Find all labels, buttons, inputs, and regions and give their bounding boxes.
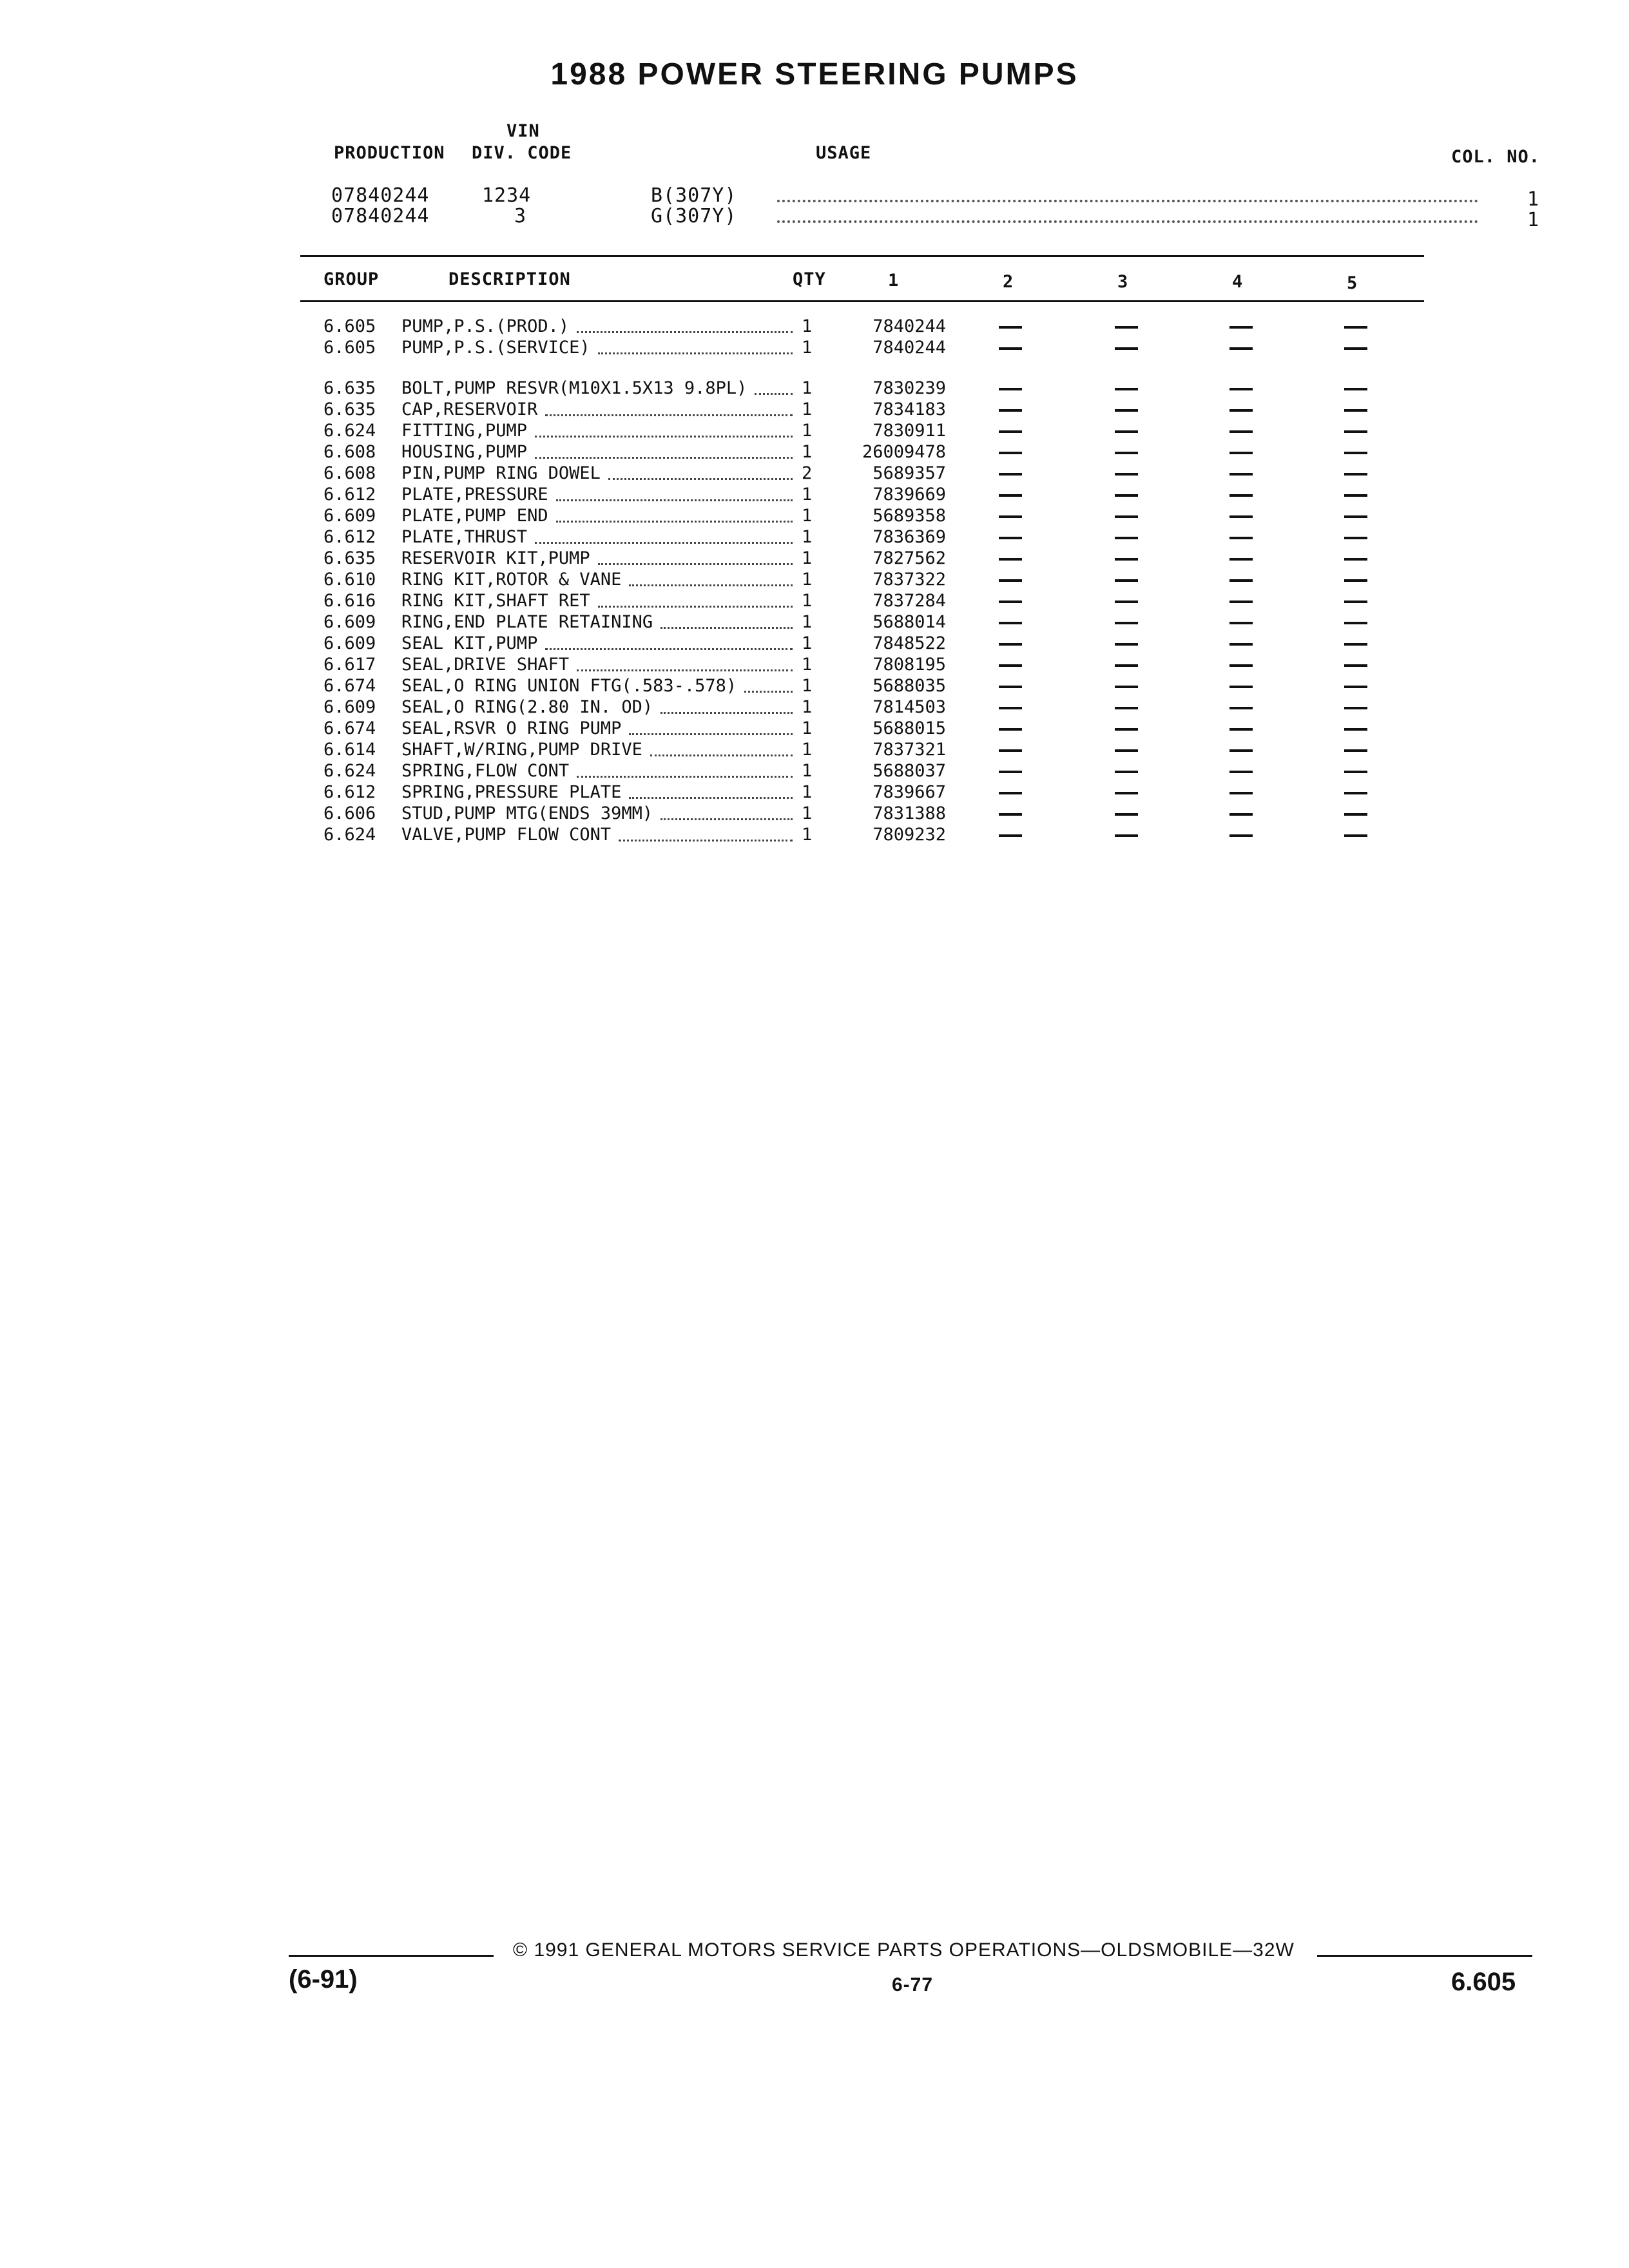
description-text: RESERVOIR KIT,PUMP xyxy=(401,548,590,568)
group-code: 6.606 xyxy=(323,803,376,823)
quantity: 1 xyxy=(802,718,813,738)
not-applicable-dash xyxy=(999,707,1022,709)
group-code: 6.609 xyxy=(323,506,376,526)
not-applicable-dash xyxy=(1344,579,1367,582)
group-code: 6.610 xyxy=(323,570,376,590)
table-row xyxy=(0,675,1629,697)
not-applicable-dash xyxy=(1115,834,1138,837)
description-text: SEAL,O RING UNION FTG(.583-.578) xyxy=(401,676,737,696)
table-row xyxy=(0,399,1629,420)
part-number: 5688037 xyxy=(872,761,946,781)
group-code: 6.614 xyxy=(323,740,376,760)
leader-dots xyxy=(598,352,793,354)
part-description xyxy=(401,569,621,590)
not-applicable-dash xyxy=(1344,452,1367,454)
description-text: SHAFT,W/RING,PUMP DRIVE xyxy=(401,740,642,760)
col-no: 1 xyxy=(1527,188,1540,211)
description-text: RING KIT,ROTOR & VANE xyxy=(401,570,622,590)
quantity: 1 xyxy=(802,378,813,398)
part-description xyxy=(401,526,527,548)
not-applicable-dash xyxy=(1229,515,1253,518)
not-applicable-dash xyxy=(999,515,1022,518)
leader-dots xyxy=(545,648,793,650)
part-description xyxy=(401,505,548,526)
not-applicable-dash xyxy=(1229,537,1253,539)
not-applicable-dash xyxy=(1344,347,1367,350)
not-applicable-dash xyxy=(999,771,1022,773)
not-applicable-dash xyxy=(1115,792,1138,794)
part-description xyxy=(401,590,590,611)
description-text: STUD,PUMP MTG(ENDS 39MM) xyxy=(401,803,653,823)
group-code: 6.612 xyxy=(323,782,376,802)
part-number: 7809232 xyxy=(872,825,946,845)
not-applicable-dash xyxy=(1344,515,1367,518)
group-code: 6.608 xyxy=(323,463,376,483)
part-number: 5689357 xyxy=(872,463,946,483)
not-applicable-dash xyxy=(1344,643,1367,646)
quantity: 1 xyxy=(802,570,813,590)
leader-dots xyxy=(619,840,793,841)
table-row xyxy=(0,718,1629,739)
not-applicable-dash xyxy=(1229,558,1253,561)
not-applicable-dash xyxy=(1229,707,1253,709)
leader-dots xyxy=(577,669,793,671)
table-row xyxy=(0,697,1629,718)
not-applicable-dash xyxy=(1344,388,1367,390)
not-applicable-dash xyxy=(999,749,1022,752)
description-text: PLATE,THRUST xyxy=(401,527,528,547)
part-number: 7837321 xyxy=(872,740,946,760)
not-applicable-dash xyxy=(999,622,1022,624)
quantity: 1 xyxy=(802,591,813,611)
part-number: 7830239 xyxy=(872,378,946,398)
quantity: 1 xyxy=(802,612,813,632)
div-code: 1234 xyxy=(482,184,532,207)
col-5-header: 5 xyxy=(1347,273,1358,293)
not-applicable-dash xyxy=(1115,579,1138,582)
not-applicable-dash xyxy=(1115,707,1138,709)
description-text: PIN,PUMP RING DOWEL xyxy=(401,463,601,483)
leader-dots xyxy=(777,200,1478,202)
col-4-header: 4 xyxy=(1232,272,1244,292)
leader-dots xyxy=(577,776,793,778)
table-row xyxy=(0,760,1629,782)
part-number: 5689358 xyxy=(872,506,946,526)
production-code: 07840244 xyxy=(331,184,430,207)
not-applicable-dash xyxy=(999,643,1022,646)
part-description xyxy=(401,337,590,358)
table-row xyxy=(0,420,1629,441)
quantity: 1 xyxy=(802,316,813,336)
group-code: 6.635 xyxy=(323,378,376,398)
part-description xyxy=(401,654,569,675)
part-description xyxy=(401,316,569,337)
leader-dots xyxy=(535,542,793,544)
col-no-label: COL. NO. xyxy=(1451,147,1541,167)
group-code: 6.624 xyxy=(323,761,376,781)
not-applicable-dash xyxy=(1115,473,1138,476)
part-description xyxy=(401,824,611,845)
not-applicable-dash xyxy=(1115,813,1138,816)
not-applicable-dash xyxy=(1344,834,1367,837)
not-applicable-dash xyxy=(999,792,1022,794)
usage-code: B(307Y) xyxy=(651,184,737,207)
leader-dots xyxy=(535,436,793,437)
copyright-line: © 1991 GENERAL MOTORS SERVICE PARTS OPERATIONS—OLDSMOBILE—32W xyxy=(513,1939,1295,1961)
leader-dots xyxy=(556,521,793,523)
not-applicable-dash xyxy=(1344,707,1367,709)
not-applicable-dash xyxy=(1229,813,1253,816)
leader-dots xyxy=(535,457,793,459)
description-text: VALVE,PUMP FLOW CONT xyxy=(401,825,612,845)
not-applicable-dash xyxy=(1229,643,1253,646)
not-applicable-dash xyxy=(999,664,1022,667)
not-applicable-dash xyxy=(999,494,1022,497)
div-code: 3 xyxy=(514,205,527,227)
group-code: 6.609 xyxy=(323,612,376,632)
description-header: DESCRIPTION xyxy=(448,269,571,289)
group-code: 6.609 xyxy=(323,697,376,717)
group-code: 6.605 xyxy=(323,316,376,336)
div-code-label: DIV. CODE xyxy=(472,143,572,163)
description-text: RING KIT,SHAFT RET xyxy=(401,591,590,611)
not-applicable-dash xyxy=(1229,728,1253,731)
part-number: 7827562 xyxy=(872,548,946,568)
not-applicable-dash xyxy=(1344,664,1367,667)
group-code: 6.608 xyxy=(323,442,376,462)
part-description xyxy=(401,697,653,718)
not-applicable-dash xyxy=(1344,537,1367,539)
description-text: BOLT,PUMP RESVR(M10X1.5X13 9.8PL) xyxy=(401,378,747,398)
col-no: 1 xyxy=(1527,209,1540,231)
quantity: 1 xyxy=(802,485,813,505)
quantity: 2 xyxy=(802,463,813,483)
part-number: 7839669 xyxy=(872,485,946,505)
not-applicable-dash xyxy=(999,728,1022,731)
not-applicable-dash xyxy=(999,388,1022,390)
table-row xyxy=(0,441,1629,463)
not-applicable-dash xyxy=(1115,771,1138,773)
part-number: 7834183 xyxy=(872,399,946,419)
not-applicable-dash xyxy=(1344,622,1367,624)
part-number: 7837284 xyxy=(872,591,946,611)
group-header: GROUP xyxy=(323,269,380,289)
not-applicable-dash xyxy=(1229,347,1253,350)
description-text: HOUSING,PUMP xyxy=(401,442,528,462)
part-number: 7840244 xyxy=(872,338,946,358)
part-number: 7830911 xyxy=(872,421,946,441)
not-applicable-dash xyxy=(1344,686,1367,688)
table-row xyxy=(0,782,1629,803)
header-rule-bottom xyxy=(300,300,1424,302)
not-applicable-dash xyxy=(1344,728,1367,731)
not-applicable-dash xyxy=(1344,749,1367,752)
part-description xyxy=(401,718,621,739)
page-title: 1988 POWER STEERING PUMPS xyxy=(550,57,1079,91)
not-applicable-dash xyxy=(999,579,1022,582)
not-applicable-dash xyxy=(1229,494,1253,497)
not-applicable-dash xyxy=(1229,409,1253,412)
part-description xyxy=(401,484,548,505)
quantity: 1 xyxy=(802,782,813,802)
quantity: 1 xyxy=(802,697,813,717)
description-text: PLATE,PRESSURE xyxy=(401,485,548,505)
group-code: 6.612 xyxy=(323,485,376,505)
quantity: 1 xyxy=(802,527,813,547)
not-applicable-dash xyxy=(1229,749,1253,752)
quantity: 1 xyxy=(802,338,813,358)
part-description xyxy=(401,548,590,569)
not-applicable-dash xyxy=(1115,388,1138,390)
group-code: 6.624 xyxy=(323,825,376,845)
table-row xyxy=(0,526,1629,548)
not-applicable-dash xyxy=(1115,326,1138,329)
not-applicable-dash xyxy=(1229,834,1253,837)
part-number: 7814503 xyxy=(872,697,946,717)
not-applicable-dash xyxy=(1344,473,1367,476)
not-applicable-dash xyxy=(999,326,1022,329)
quantity: 1 xyxy=(802,548,813,568)
col-1-header: 1 xyxy=(888,271,900,291)
description-text: SEAL KIT,PUMP xyxy=(401,633,538,653)
description-text: PUMP,P.S.(PROD.) xyxy=(401,316,570,336)
quantity: 1 xyxy=(802,803,813,823)
description-text: PUMP,P.S.(SERVICE) xyxy=(401,338,590,358)
not-applicable-dash xyxy=(1229,792,1253,794)
quantity: 1 xyxy=(802,399,813,419)
not-applicable-dash xyxy=(1229,430,1253,433)
group-code: 6.609 xyxy=(323,633,376,653)
group-code: 6.617 xyxy=(323,655,376,675)
leader-dots xyxy=(598,563,793,565)
not-applicable-dash xyxy=(1115,643,1138,646)
not-applicable-dash xyxy=(1344,771,1367,773)
quantity: 1 xyxy=(802,676,813,696)
not-applicable-dash xyxy=(1115,409,1138,412)
table-row xyxy=(0,590,1629,611)
quantity: 1 xyxy=(802,655,813,675)
part-number: 7837322 xyxy=(872,570,946,590)
part-description xyxy=(401,420,527,441)
description-text: CAP,RESERVOIR xyxy=(401,399,538,419)
table-row xyxy=(0,569,1629,590)
not-applicable-dash xyxy=(999,558,1022,561)
table-row xyxy=(0,803,1629,824)
part-description xyxy=(401,675,737,697)
description-text: PLATE,PUMP END xyxy=(401,506,548,526)
group-code: 6.605 xyxy=(323,338,376,358)
production-label: PRODUCTION xyxy=(334,143,445,163)
leader-dots xyxy=(556,499,793,501)
not-applicable-dash xyxy=(1115,601,1138,603)
not-applicable-dash xyxy=(999,537,1022,539)
quantity: 1 xyxy=(802,442,813,462)
description-text: SEAL,RSVR O RING PUMP xyxy=(401,718,622,738)
leader-dots xyxy=(777,220,1478,223)
part-description xyxy=(401,441,527,463)
leader-dots xyxy=(755,393,793,395)
vin-label: VIN xyxy=(506,121,540,141)
not-applicable-dash xyxy=(1344,430,1367,433)
leader-dots xyxy=(660,712,793,714)
not-applicable-dash xyxy=(1229,388,1253,390)
leader-dots xyxy=(660,818,793,820)
not-applicable-dash xyxy=(1229,579,1253,582)
not-applicable-dash xyxy=(999,686,1022,688)
description-text: FITTING,PUMP xyxy=(401,421,528,441)
not-applicable-dash xyxy=(999,409,1022,412)
part-description xyxy=(401,611,653,633)
date-code: (6-91) xyxy=(289,1965,358,1994)
not-applicable-dash xyxy=(1115,515,1138,518)
leader-dots xyxy=(629,733,793,735)
col-2-header: 2 xyxy=(1003,272,1014,292)
not-applicable-dash xyxy=(1229,473,1253,476)
description-text: RING,END PLATE RETAINING xyxy=(401,612,653,632)
description-text: SPRING,PRESSURE PLATE xyxy=(401,782,622,802)
not-applicable-dash xyxy=(1115,686,1138,688)
part-number: 26009478 xyxy=(862,442,946,462)
part-number: 5688015 xyxy=(872,718,946,738)
table-row xyxy=(0,611,1629,633)
not-applicable-dash xyxy=(1344,409,1367,412)
leader-dots xyxy=(660,627,793,629)
leader-dots xyxy=(598,606,793,608)
usage-label: USAGE xyxy=(816,143,872,163)
not-applicable-dash xyxy=(1115,558,1138,561)
not-applicable-dash xyxy=(1229,622,1253,624)
not-applicable-dash xyxy=(1344,558,1367,561)
group-code: 6.612 xyxy=(323,527,376,547)
not-applicable-dash xyxy=(1115,430,1138,433)
description-text: SEAL,DRIVE SHAFT xyxy=(401,655,570,675)
quantity: 1 xyxy=(802,421,813,441)
not-applicable-dash xyxy=(1115,749,1138,752)
group-code: 6.616 xyxy=(323,591,376,611)
not-applicable-dash xyxy=(1229,601,1253,603)
part-number: 7831388 xyxy=(872,803,946,823)
not-applicable-dash xyxy=(1229,686,1253,688)
table-row xyxy=(0,654,1629,675)
leader-dots xyxy=(629,584,793,586)
not-applicable-dash xyxy=(1344,813,1367,816)
leader-dots xyxy=(650,754,793,756)
footer-rule-right xyxy=(1317,1955,1532,1957)
not-applicable-dash xyxy=(1229,664,1253,667)
description-text: SEAL,O RING(2.80 IN. OD) xyxy=(401,697,653,717)
not-applicable-dash xyxy=(1115,664,1138,667)
leader-dots xyxy=(744,691,793,693)
not-applicable-dash xyxy=(1344,326,1367,329)
table-row xyxy=(0,337,1629,358)
part-number: 7808195 xyxy=(872,655,946,675)
not-applicable-dash xyxy=(999,473,1022,476)
part-description xyxy=(401,399,537,420)
usage-code: G(307Y) xyxy=(651,205,737,227)
quantity: 1 xyxy=(802,740,813,760)
group-code: 6.624 xyxy=(323,421,376,441)
table-row xyxy=(0,463,1629,484)
not-applicable-dash xyxy=(999,347,1022,350)
table-row xyxy=(0,824,1629,845)
quantity: 1 xyxy=(802,761,813,781)
part-number: 5688035 xyxy=(872,676,946,696)
not-applicable-dash xyxy=(999,601,1022,603)
not-applicable-dash xyxy=(1115,494,1138,497)
quantity: 1 xyxy=(802,825,813,845)
table-row xyxy=(0,548,1629,569)
group-code: 6.674 xyxy=(323,718,376,738)
qty-header: QTY xyxy=(793,269,826,289)
not-applicable-dash xyxy=(1229,326,1253,329)
table-row xyxy=(0,316,1629,337)
part-description xyxy=(401,782,621,803)
table-row xyxy=(0,378,1629,399)
leader-dots xyxy=(545,414,793,416)
not-applicable-dash xyxy=(1344,601,1367,603)
part-description xyxy=(401,378,747,399)
not-applicable-dash xyxy=(999,430,1022,433)
table-row xyxy=(0,633,1629,654)
not-applicable-dash xyxy=(1229,771,1253,773)
not-applicable-dash xyxy=(1344,494,1367,497)
part-description xyxy=(401,739,642,760)
table-row xyxy=(0,484,1629,505)
not-applicable-dash xyxy=(1115,728,1138,731)
not-applicable-dash xyxy=(999,813,1022,816)
part-description xyxy=(401,760,569,782)
production-code: 07840244 xyxy=(331,205,430,227)
leader-dots xyxy=(629,797,793,799)
description-text: SPRING,FLOW CONT xyxy=(401,761,570,781)
table-row xyxy=(0,505,1629,526)
part-number: 7840244 xyxy=(872,316,946,336)
not-applicable-dash xyxy=(1229,452,1253,454)
not-applicable-dash xyxy=(1115,537,1138,539)
section-number: 6.605 xyxy=(1451,1968,1516,1996)
not-applicable-dash xyxy=(999,452,1022,454)
not-applicable-dash xyxy=(1115,452,1138,454)
group-code: 6.635 xyxy=(323,548,376,568)
not-applicable-dash xyxy=(1344,792,1367,794)
header-rule-top xyxy=(300,255,1424,257)
not-applicable-dash xyxy=(999,834,1022,837)
not-applicable-dash xyxy=(1115,622,1138,624)
part-description xyxy=(401,803,653,824)
footer-rule-left xyxy=(289,1955,494,1957)
group-code: 6.635 xyxy=(323,399,376,419)
quantity: 1 xyxy=(802,506,813,526)
group-code: 6.674 xyxy=(323,676,376,696)
col-3-header: 3 xyxy=(1117,272,1129,292)
part-description xyxy=(401,463,601,484)
part-number: 7836369 xyxy=(872,527,946,547)
part-number: 5688014 xyxy=(872,612,946,632)
part-description xyxy=(401,633,537,654)
table-row xyxy=(0,739,1629,760)
leader-dots xyxy=(608,478,793,480)
part-number: 7848522 xyxy=(872,633,946,653)
page-number: 6-77 xyxy=(892,1974,934,1995)
quantity: 1 xyxy=(802,633,813,653)
part-number: 7839667 xyxy=(872,782,946,802)
leader-dots xyxy=(577,331,793,333)
not-applicable-dash xyxy=(1115,347,1138,350)
